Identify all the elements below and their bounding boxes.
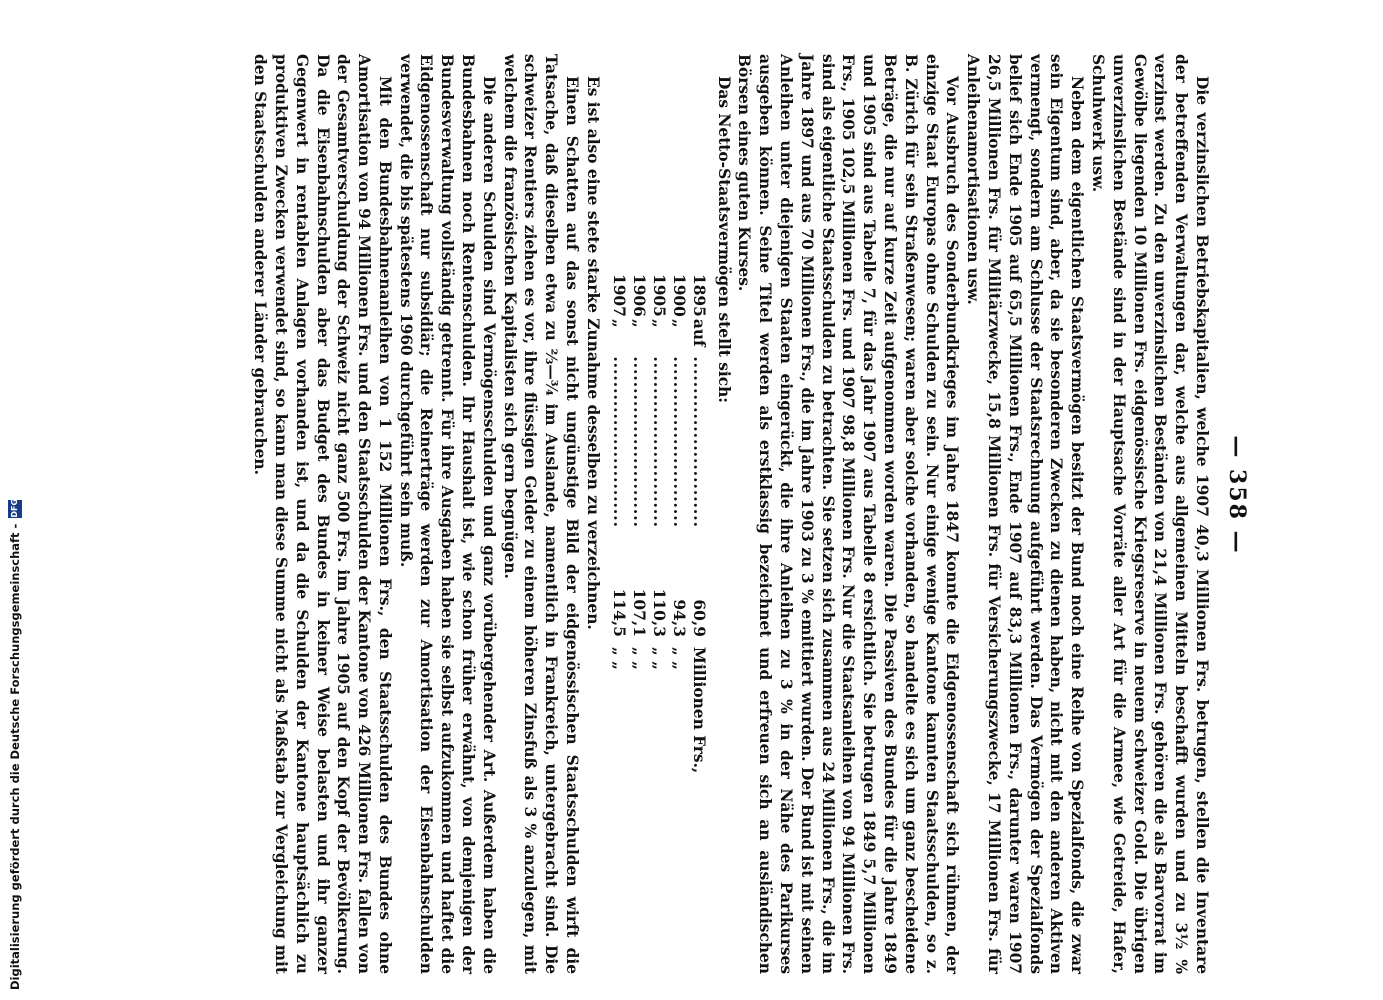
- paragraph-7: Mit den Bundesbahnenanleihen von 1 152 Millionen Frs., den Staatsschulden des Bundes ohne Amortisation von 94 Millionen Frs. und den Staatsschulden der Kantone von 426 Millionen Frs. fallen von der Gesamtverschuldung der Schweiz nicht ganz 500 Frs. im Jahre 1905 auf den Kopf der Bevölkerung. Da die Eisenbahnschulden aber das Budget des Bundes in keiner Weise belasten und ihr ganzer Gegenwert in rentablen Anlagen vorhanden ist, und da die Schulden der Kantone hauptsächlich zu produktiven Zwecken verwendet sind, so kann man diese Summe nicht als Maßstab zur Vergleichung mit den Staatsschulden anderer Länder gebrauchen.: [251, 54, 394, 974]
- table-auf: „: [669, 318, 688, 328]
- table-dots: ...........................: [649, 356, 668, 528]
- table-value: 60,9: [689, 599, 708, 637]
- table-row: [649, 274, 669, 834]
- paragraph-6: Die anderen Schulden sind Vermögensschulden und ganz vorübergehender Art. Außerdem haben die Bundesbahnen noch Rentenschulden. Ihr Haushalt ist, wie schon früher erwähnt, von demjenigen der Bundesverwaltung vollständig getrennt. Für ihre Ausgaben haben sie selbst aufzukommen und haftet die Eidgenossenschaft nur subsidiär; die Reinerträge werden zur Amortisation der Eisenbahnschulden verwendet, die bis spätestens 1960 durchgeführt sein muß.: [396, 54, 498, 974]
- table-dots: ...........................: [689, 356, 708, 528]
- table-auf: „: [609, 318, 628, 328]
- table-unit: „ „: [609, 646, 628, 670]
- table-row: [629, 274, 649, 834]
- table-auf: „: [649, 318, 668, 328]
- table-dots: ...........................: [629, 356, 648, 528]
- table-year: 1907: [609, 274, 628, 317]
- table-year: 1900: [669, 274, 688, 317]
- net-assets-table: [609, 274, 709, 834]
- table-dots: ...........................: [669, 356, 688, 528]
- table-year: 1895: [689, 274, 708, 317]
- table-dots: ...........................: [609, 356, 628, 528]
- table-value: 94,3: [669, 599, 688, 637]
- table-unit: „ „: [649, 646, 668, 670]
- footer-text: Digitalisierung gefördert durch die Deutsche Forschungsgemeinschaft -: [8, 523, 22, 990]
- table-auf: „: [629, 318, 648, 328]
- table-unit: „ „: [669, 646, 688, 670]
- rotated-page: [170, 40, 1250, 974]
- digitization-footer: [0, 0, 30, 1000]
- paragraph-1: Die verzinslichen Betriebskapitalien, welche 1907 40,3 Millionen Frs. betrugen, stellen die Inventare der betreffenden Verwaltungen dar, welche aus allgemeinen Mitteln beschafft wurden und zu 3½ % verzinst werden. Zu den unverzinslichen Beständen von 21,4 Millionen Frs. gehören die als Barvorrat im Gewölbe liegenden 10 Millionen Frs. eidgenössische Kriegsreserve in neuem schweizer Gold. Die übrigen unverzinslichen Bestände sind in der Hauptsache Vorräte aller Art für die Armee, wie Getreide, Hafer, Schuhwerk usw.: [1089, 54, 1211, 974]
- table-value: 110,3: [649, 588, 668, 637]
- dfg-logo-icon: DFG: [8, 500, 22, 518]
- table-value: 114,5: [609, 588, 628, 637]
- table-unit: „ „: [629, 646, 648, 670]
- table-row: [669, 274, 689, 834]
- page-number: — 358 —: [1224, 435, 1250, 555]
- table-auf: auf: [689, 318, 708, 347]
- paragraph-3: Vor Ausbruch des Sonderbundkrieges im Jahre 1847 konnte die Eidgenossenschaft sich rühmen, der einzige Staat Europas ohne Schulden zu sein. Nur einige wenige Kantone kannten Staatsschulden, so z. B. Zürich für sein Straßenwesen; waren aber solche vorhanden, so handelte es sich um ganz bescheidene Beträge, die nur auf kurze Zeit aufgenommen worden waren. Die Passiven des Bundes für die Jahre 1849 und 1905 sind aus Tabelle 7, für das Jahr 1907 aus Tabelle 8 ersichtlich. Sie betrugen 1849 5,7 Millionen Frs., 1905 102,5 Millionen Frs. und 1907 98,8 Millionen Frs. Nur die Staatsanleihen von 94 Millionen Frs. sind als eigentliche Staatsschulden zu betrachten. Sie setzen sich zusammen aus 24 Millionen Frs., die im Jahre 1897 und aus 70 Millionen Frs., die im Jahre 1903 zu 3 % emittiert wurden. Der Bund ist mit seinen Anleihen unter diejenigen Staaten eingerückt, die ihre Anleihen zu 3 % in der Nähe des Parikurses ausgeben können. Seine Titel werden als erstklassig bezeichnet und erfreuen sich an ausländischen Börsen eines guten Kurses.: [735, 54, 962, 974]
- paragraph-4: Es ist also eine stete starke Zunahme desselben zu verzeichnen.: [583, 76, 602, 630]
- table-row: [689, 274, 709, 834]
- body-text: [249, 54, 1212, 974]
- table-heading: Das Netto-Staatsvermögen stellt sich:: [714, 76, 733, 403]
- table-value: 107,1: [629, 588, 648, 637]
- table-row: [609, 274, 629, 834]
- table-year: 1906: [629, 274, 648, 317]
- table-year: 1905: [649, 274, 668, 317]
- paragraph-2: Neben dem eigentlichen Staatsvermögen besitzt der Bund noch eine Reihe von Spezialfonds, die zwar sein Eigentum sind, aber, da sie besonderen Zwecken zu dienen haben, nicht mit den anderen Aktiven vermengt, sondern am Schlusse der Staatsrechnung aufgeführt werden. Das Vermögen der Spezialfonds belief sich Ende 1905 auf 65,5 Millionen Frs., Ende 1907 auf 83,3 Millionen Frs., darunter waren 1907 26,5 Millionen Frs. für Militärzwecke, 15,8 Millionen Frs. für Versicherungszwecke, 17 Millionen Frs. für Anleihenamortisationen usw.: [964, 54, 1087, 974]
- table-unit: Millionen Frs.,: [689, 646, 708, 774]
- paragraph-5: Einen Schatten auf das sonst nicht ungünstige Bild der eidgenössischen Staatsschulden wirft die Tatsache, daß dieselben etwa zu ⅔—¾ im Auslande, namentlich in Frankreich, untergebracht sind. Die schweizer Rentiers ziehen es vor, ihre flüssigen Gelder zu einem höheren Zinsfuß als 3 % anzulegen, mit welchem die französischen Kapitalisten sich gern begnügen.: [500, 54, 582, 974]
